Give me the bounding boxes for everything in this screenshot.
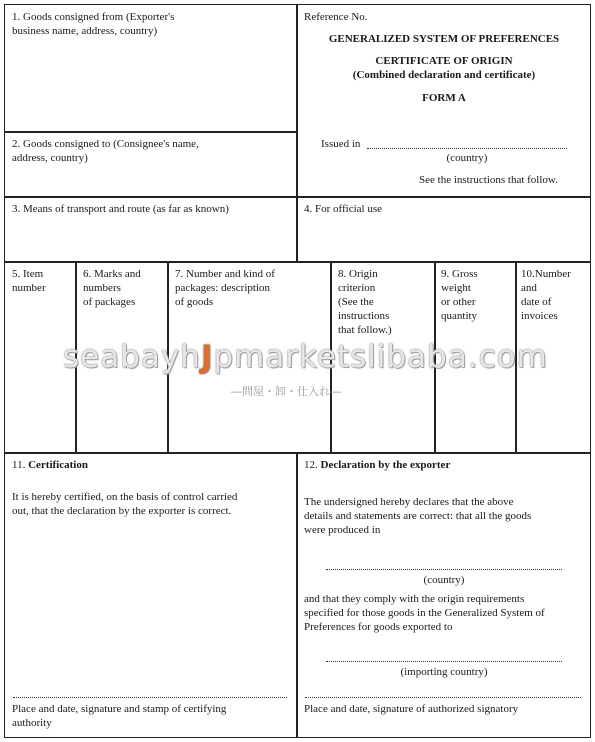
box-consignee-label: 2. Goods consigned to (Consignee's name, address, country) — [12, 138, 199, 164]
col-origin-criterion: 8. Origin criterion (See the instructions that follow.) — [338, 268, 392, 336]
col-description-goods: 7. Number and kind of packages: description of goods — [175, 268, 275, 308]
declaration-title — [304, 458, 450, 472]
box-transport-label: 3. Means of transport and route (as far as known) — [12, 203, 229, 215]
declaration-importing-label: (importing country) — [400, 666, 488, 678]
issued-country-label: (country) — [446, 152, 488, 164]
gsp-title: GENERALIZED SYSTEM OF PREFERENCES — [328, 33, 560, 45]
declaration-country-label: (country) — [423, 574, 465, 586]
declaration-importing-line — [326, 661, 562, 662]
watermark-left: seabayh — [63, 339, 201, 375]
declaration-number: 12. — [304, 459, 318, 471]
declaration-body-1: The undersigned hereby declares that the above details and statements are correct: that all the goods were produced in — [304, 496, 532, 536]
declaration-signature-line — [305, 697, 581, 698]
certification-number: 11. — [12, 459, 26, 471]
certification-title — [12, 458, 88, 472]
issued-in-label: Issued in — [321, 138, 361, 150]
reference-label: Reference No. — [304, 11, 368, 23]
declaration-heading: Declaration by the exporter — [320, 459, 451, 471]
certification-body: It is hereby certified, on the basis of control carried out, that the declaration by the exporter is correct. — [12, 491, 238, 517]
col-gross-weight: 9. Gross weight or other quantity — [441, 268, 478, 322]
divider-columns-bottom — [5, 452, 590, 454]
gsp-form-a — [4, 4, 591, 738]
box-official-use-label: 4. For official use — [304, 203, 383, 215]
box-exporter-label: 1. Goods consigned from (Exporter's business name, address, country) — [12, 11, 175, 37]
watermark-mid: pmarkets — [213, 339, 368, 375]
col-invoices: 10.Number and date of invoices — [521, 268, 571, 322]
watermark-subtext: ―問屋・卸・仕入れ― — [231, 385, 341, 398]
divider-box1-box2 — [5, 131, 297, 133]
divider-header-bottom — [5, 196, 590, 198]
declaration-body-2: and that they comply with the origin requirements specified for those goods in the Generalized System of Preferences for goods exported to — [304, 593, 545, 633]
combined-subtitle: (Combined declaration and certificate) — [352, 69, 536, 81]
certification-heading: Certification — [28, 459, 88, 471]
form-label: FORM A — [422, 92, 466, 104]
issued-in-dotted-line — [367, 148, 567, 149]
certification-footer: Place and date, signature and stamp of certifying authority — [12, 703, 227, 729]
col-item-number: 5. Item number — [12, 268, 46, 294]
col-marks-packages: 6. Marks and numbers of packages — [83, 268, 141, 308]
instructions-note: See the instructions that follow. — [419, 174, 558, 186]
declaration-footer: Place and date, signature of authorized signatory — [304, 703, 519, 715]
watermark-right: libaba.com — [367, 339, 548, 375]
certification-signature-line — [13, 697, 287, 698]
watermark-j: J — [200, 339, 214, 375]
cert-origin-title: CERTIFICATE OF ORIGIN — [375, 55, 513, 67]
divider-box3-bottom — [5, 261, 590, 263]
watermark-text — [63, 339, 548, 375]
declaration-country-line — [326, 569, 562, 570]
divider-bottom-vertical — [296, 452, 298, 737]
